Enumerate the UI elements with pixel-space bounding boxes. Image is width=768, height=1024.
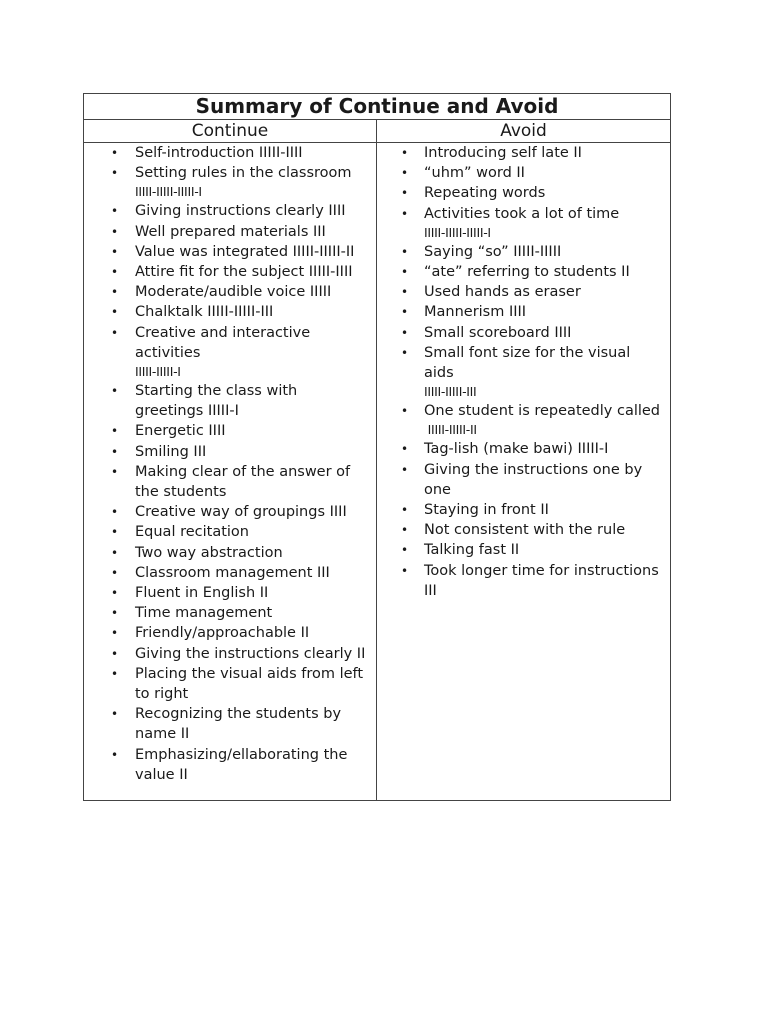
continue-item-text: Setting rules in the classroom (135, 165, 352, 182)
avoid-item-tally: IIIII-IIIII-IIIII-I (424, 224, 491, 240)
bullet-icon: • (111, 565, 119, 580)
avoid-item-tally: IIIII-IIIII-III (424, 384, 477, 400)
continue-item-text: Recognizing the students by name II (135, 706, 342, 743)
continue-item-text: Attire fit for the subject IIIII-IIII (135, 264, 353, 281)
avoid-list-item (377, 163, 664, 183)
continue-item-tally: IIIII-IIIII-IIIII-I (135, 184, 202, 200)
bullet-icon: • (401, 244, 409, 259)
continue-item-text: Making clear of the answer of the students (135, 463, 351, 501)
bullet-icon: • (111, 204, 119, 219)
avoid-list-item (377, 183, 664, 203)
bullet-icon: • (401, 285, 409, 300)
bullet-icon: • (111, 325, 119, 340)
continue-list-item (84, 323, 370, 381)
bullet-icon: • (401, 265, 409, 280)
avoid-item-text: One student is repeatedly called (424, 403, 661, 420)
bullet-icon: • (111, 525, 119, 540)
bullet-icon: • (401, 166, 409, 181)
avoid-item-text: Repeating words (424, 185, 546, 202)
table-title: Summary of Continue and Avoid (84, 94, 671, 120)
avoid-list-item (377, 204, 664, 242)
avoid-list-item (377, 520, 664, 540)
avoid-item-text: “ate” referring to students II (424, 264, 630, 281)
avoid-list-item (377, 282, 664, 302)
avoid-item-text: Saying “so” IIIII-IIIII (424, 243, 562, 260)
avoid-list-item (377, 460, 664, 500)
bullet-icon: • (111, 586, 119, 601)
bullet-icon: • (401, 305, 409, 320)
continue-list-item (84, 563, 370, 583)
continue-list-item (84, 603, 370, 623)
continue-item-text: Well prepared materials III (135, 223, 326, 240)
continue-list-item (84, 282, 370, 302)
bullet-icon: • (111, 305, 119, 320)
avoid-item-text: Used hands as eraser (424, 284, 581, 301)
avoid-column-header: Avoid (377, 120, 671, 143)
continue-list-item (84, 442, 370, 462)
bullet-icon: • (111, 265, 119, 280)
continue-item-text: Energetic IIII (135, 423, 226, 440)
avoid-item-text: Mannerism IIII (424, 304, 527, 321)
continue-item-text: Moderate/audible voice IIIII (135, 284, 332, 301)
bullet-icon: • (401, 503, 409, 518)
continue-item-text: Chalktalk IIIII-IIIII-III (135, 304, 274, 321)
bullet-icon: • (111, 146, 119, 160)
avoid-item-text: Took longer time for instructions III (424, 562, 659, 599)
avoid-list-item (377, 343, 664, 401)
avoid-list-item (377, 262, 664, 282)
continue-item-text: Starting the class with greetings IIIII-I (135, 383, 298, 420)
avoid-list-cell (377, 143, 671, 801)
bullet-icon: • (401, 325, 409, 340)
bullet-icon: • (401, 186, 409, 201)
bullet-icon: • (401, 543, 409, 558)
avoid-list-item (377, 540, 664, 560)
avoid-list-item (377, 401, 664, 439)
avoid-item-text: Activities took a lot of time (424, 205, 620, 222)
continue-item-text: Two way abstraction (135, 544, 283, 561)
continue-item-text: Smiling III (135, 443, 207, 460)
avoid-item-tally: IIIII-IIIII-II (424, 422, 477, 438)
continue-item-text: Creative way of groupings IIII (135, 504, 347, 521)
bullet-icon: • (401, 345, 409, 360)
continue-list-item (84, 163, 370, 201)
continue-item-text: Self-introduction IIIII-IIII (135, 145, 303, 161)
continue-item-text: Classroom management III (135, 564, 330, 581)
avoid-item-text: Tag-lish (make bawi) IIIII-I (424, 441, 609, 458)
avoid-list (377, 143, 670, 601)
continue-list-item (84, 421, 370, 441)
continue-item-text: Emphasizing/ellaborating the value II (135, 746, 348, 783)
avoid-list-item (377, 323, 664, 343)
continue-list-item (84, 222, 370, 242)
continue-list-item (84, 664, 370, 704)
bullet-icon: • (401, 442, 409, 457)
continue-list-item (84, 583, 370, 603)
bullet-icon: • (111, 424, 119, 439)
continue-list-item (84, 242, 370, 262)
bullet-icon: • (111, 244, 119, 259)
bullet-icon: • (111, 224, 119, 239)
bullet-icon: • (401, 146, 409, 160)
avoid-list-item (377, 561, 664, 601)
bullet-icon: • (111, 626, 119, 641)
bullet-icon: • (111, 707, 119, 722)
bullet-icon: • (111, 464, 119, 479)
continue-list-item (84, 201, 370, 221)
continue-list-item (84, 543, 370, 563)
continue-item-text: Giving instructions clearly IIII (135, 203, 346, 220)
continue-list-item (84, 704, 370, 744)
bullet-icon: • (111, 285, 119, 300)
avoid-list-item (377, 500, 664, 520)
avoid-item-text: Small font size for the visual aids (424, 344, 631, 382)
bullet-icon: • (111, 545, 119, 560)
continue-list-item (84, 644, 370, 664)
continue-item-text: Time management (135, 605, 273, 622)
avoid-item-text: “uhm” word II (424, 165, 525, 182)
continue-list-item (84, 381, 370, 421)
continue-list-item (84, 462, 370, 502)
continue-list-cell (84, 143, 377, 801)
continue-list-item (84, 623, 370, 643)
bullet-icon: • (111, 444, 119, 459)
bullet-icon: • (401, 404, 409, 419)
bullet-icon: • (111, 384, 119, 399)
avoid-item-text: Talking fast II (424, 542, 520, 559)
continue-list-item (84, 302, 370, 322)
continue-item-text: Equal recitation (135, 524, 249, 541)
continue-list-item (84, 262, 370, 282)
bullet-icon: • (111, 166, 119, 181)
bullet-icon: • (111, 747, 119, 762)
continue-list-item (84, 745, 370, 785)
bullet-icon: • (401, 206, 409, 221)
bullet-icon: • (111, 606, 119, 621)
bullet-icon: • (401, 462, 409, 477)
avoid-item-text: Introducing self late II (424, 145, 582, 161)
continue-item-text: Value was integrated IIIII-IIIII-II (135, 243, 355, 260)
avoid-list-item (377, 439, 664, 459)
avoid-list-item (377, 143, 664, 163)
continue-item-text: Placing the visual aids from left to right (135, 665, 364, 703)
continue-item-text: Giving the instructions clearly II (135, 645, 366, 662)
continue-column-header: Continue (84, 120, 377, 143)
avoid-item-text: Giving the instructions one by one (424, 461, 643, 498)
continue-item-tally: IIIII-IIIII-I (135, 364, 181, 380)
continue-list-item (84, 143, 370, 163)
continue-item-text: Fluent in English II (135, 585, 269, 602)
bullet-icon: • (401, 563, 409, 578)
avoid-item-text: Small scoreboard IIII (424, 324, 572, 341)
continue-list (84, 143, 376, 785)
continue-item-text: Creative and interactive activities (135, 324, 311, 361)
avoid-item-text: Not consistent with the rule (424, 522, 626, 539)
avoid-list-item (377, 242, 664, 262)
continue-list-item (84, 522, 370, 542)
avoid-list-item (377, 302, 664, 322)
bullet-icon: • (111, 666, 119, 681)
summary-table (83, 93, 671, 801)
bullet-icon: • (401, 523, 409, 538)
continue-list-item (84, 502, 370, 522)
avoid-item-text: Staying in front II (424, 502, 549, 519)
bullet-icon: • (111, 505, 119, 520)
bullet-icon: • (111, 646, 119, 661)
continue-item-text: Friendly/approachable II (135, 625, 310, 642)
